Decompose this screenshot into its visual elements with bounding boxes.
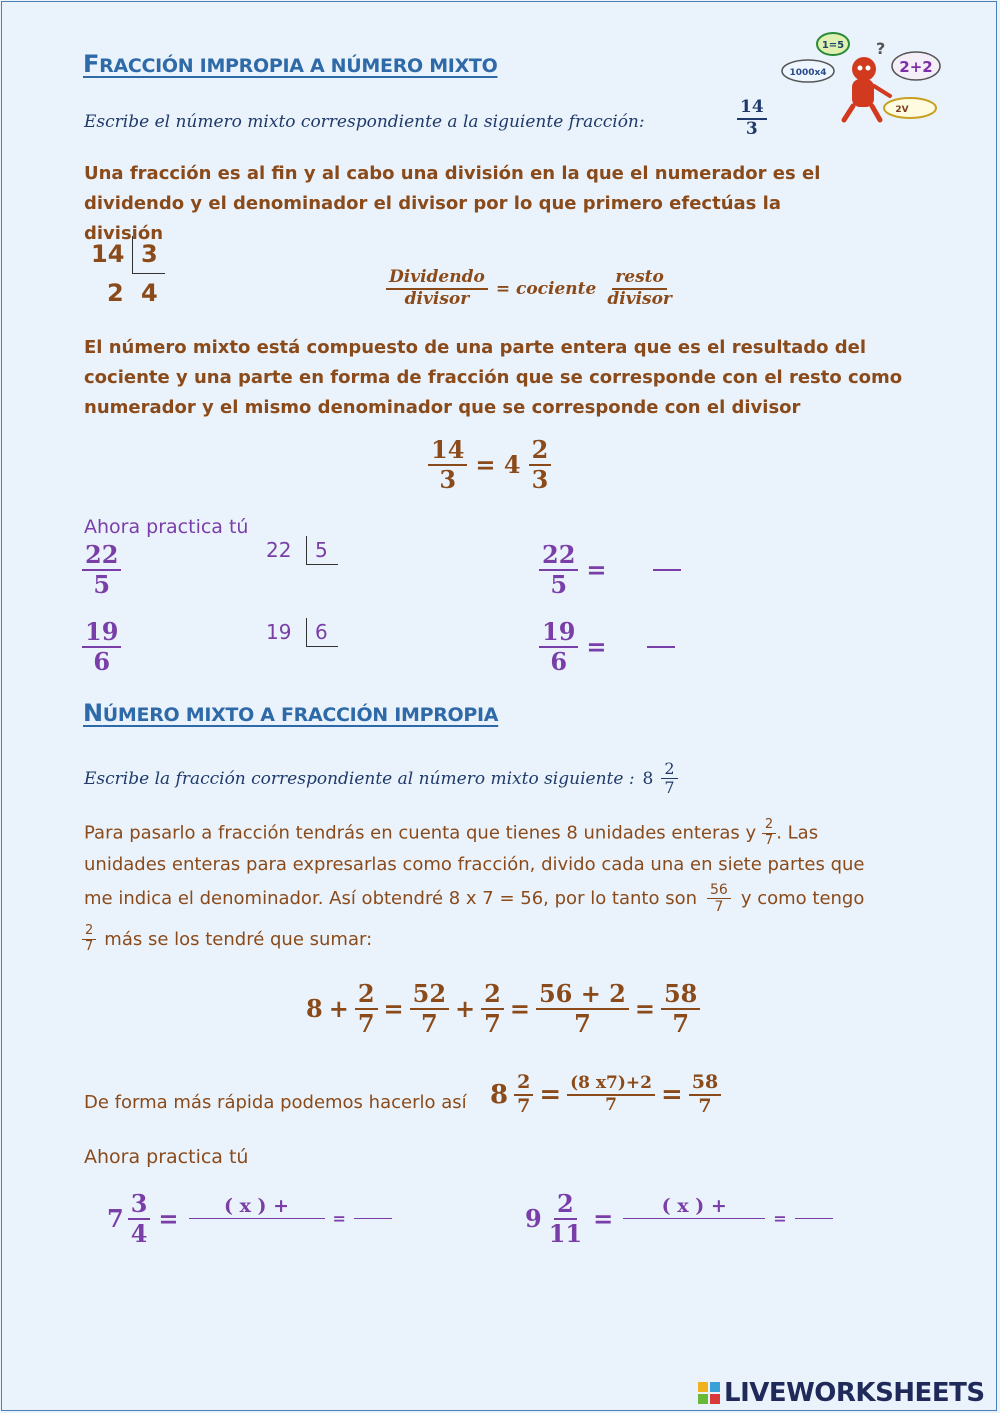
svg-text:1000x4: 1000x4: [789, 68, 827, 78]
answer-blank[interactable]: [647, 646, 675, 648]
exercise-mixed-7-3-4: 7 $\frac{3}{4}$ = ( x ) + =: [107, 1190, 392, 1247]
svg-text:2+2: 2+2: [899, 58, 933, 76]
svg-text:?: ?: [876, 39, 886, 58]
liveworksheets-brand[interactable]: LIVEWORKSHEETS: [698, 1378, 985, 1408]
para-line-1: Para pasarlo a fracción tendrás en cuenta que tienes 8 unidades enteras y $\frac{2}{7}$ . Las: [84, 817, 819, 848]
liveworksheets-logo-icon: [698, 1382, 720, 1404]
remainder: 2: [107, 279, 124, 307]
exercise-fraction-22-5: $\frac{22}{5}$: [82, 541, 121, 598]
para-line-3: me indica el denominador. Así obtendré 8 x 7 = 56, por lo tanto son $\frac{56}{7}$ y como tengo: [84, 882, 865, 916]
fast-method-equation: 8 $\frac{2}{7}$ = $\frac{(8 x7)+2}{7}$ = $\frac{58}{7}$: [490, 1072, 721, 1118]
practice-label-2: Ahora practica tú: [84, 1146, 249, 1168]
para-line-2: unidades enteras para expresarlas como fracción, divido cada una en siete partes que: [84, 854, 865, 875]
svg-text:1=5: 1=5: [821, 40, 845, 51]
answer-blank[interactable]: [354, 1218, 392, 1219]
mixed-number-result: $\frac{14}{3}$ = 4 $\frac{2}{3}$: [428, 436, 551, 493]
exercise-mixed-9-2-11: 9 $\frac{2}{11}$ = ( x ) + =: [525, 1190, 833, 1247]
fast-method-text: De forma más rápida podemos hacerlo así: [84, 1092, 467, 1113]
svg-text:2V: 2V: [895, 105, 909, 115]
answer-fraction-input[interactable]: ( x ) +: [189, 1196, 325, 1241]
section1-title: FRACCIÓN IMPROPIA A NÚMERO MIXTO: [83, 50, 498, 78]
long-division-example: [88, 236, 178, 311]
answer-fraction-input[interactable]: ( x ) +: [623, 1196, 765, 1241]
answer-row-19-6: $\frac{19}{6}$ =: [539, 618, 675, 675]
division-formula: $\frac{\text{Dividendo}}{\text{divisor}}$ = cociente $\frac{\text{resto}}{\text{divisor}}$: [386, 268, 675, 309]
answer-row-22-5: $\frac{22}{5}$ =: [539, 541, 681, 598]
answer-blank[interactable]: [653, 569, 681, 571]
divisor: 3: [141, 240, 158, 268]
section1-prompt: Escribe el número mixto correspondiente a la siguiente fracción:: [84, 112, 645, 132]
prompt-fraction: $\frac{14}{3}$: [737, 98, 767, 139]
exercise-fraction-19-6: $\frac{19}{6}$: [82, 618, 121, 675]
explanation-2: El número mixto está compuesto de una parte entera que es el resultado del cociente y una parte en forma de fracción que se corresponde con el resto como numerador y el mismo denominador que se corresponde con el divisor: [84, 337, 903, 418]
division-exercise-19-6[interactable]: 19 6: [266, 620, 346, 654]
quotient: 4: [141, 279, 158, 307]
division-exercise-22-5[interactable]: 22 5: [266, 538, 346, 572]
explanation-1: Una fracción es al fin y al cabo una división en la que el numerador es el dividendo y el denominador el divisor por lo que primero efectúas la división: [84, 163, 821, 244]
section2-title: NÚMERO MIXTO A FRACCIÓN IMPROPIA: [83, 699, 499, 727]
dividend: 14: [91, 240, 125, 268]
section2-prompt: Escribe la fracción correspondiente al número mixto siguiente : 8 $\frac{2}{7}$: [84, 760, 678, 798]
answer-blank[interactable]: [795, 1218, 833, 1219]
practice-label-1: Ahora practica tú: [84, 516, 249, 538]
sum-equation: 8 + $\frac{2}{7}$ = $\frac{52}{7}$ + $\frac{2}{7}$ = $\frac{56 + 2}{7}$ = $\frac{58}{7}$: [306, 980, 700, 1037]
para-line-4: $\frac{2}{7}$ más se los tendré que sumar:: [82, 924, 372, 955]
math-monkey-logo: [778, 24, 943, 124]
